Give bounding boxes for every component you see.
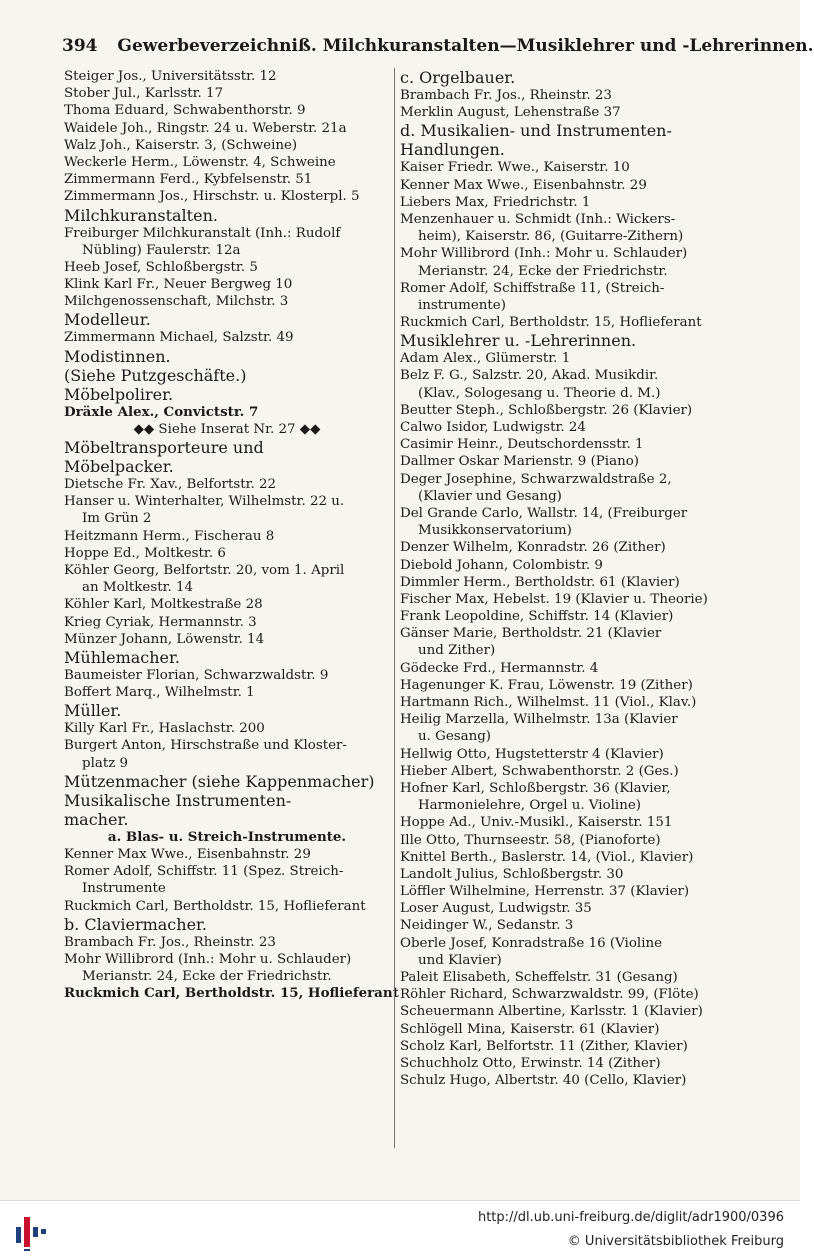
directory-entry: Walz Joh., Kaiserstr. 3, (Schweine) xyxy=(64,137,298,153)
directory-entry: Scholz Karl, Belfortstr. 11 (Zither, Klavier) xyxy=(400,1038,688,1054)
directory-entry: ◆◆ Siehe Inserat Nr. 27 ◆◆ xyxy=(133,421,321,437)
directory-entry: Dietsche Fr. Xav., Belfortstr. 22 xyxy=(64,477,277,492)
directory-entry: Del Grande Carlo, Wallstr. 14, (Freiburger xyxy=(400,505,688,521)
directory-entry: Hagenunger K. Frau, Löwenstr. 19 (Zither) xyxy=(400,677,693,693)
directory-entry: Calwo Isidor, Ludwigstr. 24 xyxy=(400,420,586,435)
directory-entry: Zimmermann Michael, Salzstr. 49 xyxy=(64,330,294,346)
directory-entry: (Siehe Putzgeschäfte.) xyxy=(64,365,247,385)
section-heading: Möbelpacker. xyxy=(64,457,174,476)
directory-entry: Nübling) Faulerstr. 12a xyxy=(82,242,241,258)
directory-entry: platz 9 xyxy=(82,755,129,771)
directory-entry: Waidele Joh., Ringstr. 24 u. Weberstr. 21a xyxy=(64,120,347,136)
permalink-url[interactable]: http://dl.ub.uni-freiburg.de/diglit/adr1900/0396 xyxy=(477,1210,784,1225)
directory-entry: (Klavier und Gesang) xyxy=(418,488,562,504)
section-heading: Möbeltransporteure und xyxy=(64,438,264,457)
directory-entry: Gänser Marie, Bertholdstr. 21 (Klavier xyxy=(400,626,662,642)
directory-entry: Romer Adolf, Schiffstraße 11, (Streich- xyxy=(400,280,665,296)
directory-entry: Killy Karl Fr., Haslachstr. 200 xyxy=(64,721,265,737)
directory-entry: instrumente) xyxy=(418,297,506,313)
directory-entry: Instrumente xyxy=(82,881,166,897)
library-logo-icon xyxy=(16,1213,52,1251)
directory-entry: a. Blas- u. Streich-Instrumente. xyxy=(107,828,347,845)
viewer-footer xyxy=(0,1200,800,1260)
directory-entry: Brambach Fr. Jos., Rheinstr. 23 xyxy=(400,88,612,103)
directory-entry: (Klav., Sologesang u. Theorie d. M.) xyxy=(418,385,661,401)
directory-entry: u. Gesang) xyxy=(418,729,492,745)
directory-entry: Diebold Johann, Colombistr. 9 xyxy=(400,557,603,573)
section-heading: Musiklehrer u. -Lehrerinnen. xyxy=(400,331,637,351)
directory-entry: Heitzmann Herm., Fischerau 8 xyxy=(64,528,275,544)
directory-entry: Boffert Marq., Wilhelmstr. 1 xyxy=(64,685,255,701)
directory-entry: und Klavier) xyxy=(418,952,502,968)
directory-entry: und Zither) xyxy=(418,643,496,659)
directory-entry: Kenner Max Wwe., Eisenbahnstr. 29 xyxy=(400,177,647,193)
copyright-notice: © Universitätsbibliothek Freiburg xyxy=(567,1234,784,1249)
directory-entry: heim), Kaiserstr. 86, (Guitarre-Zithern) xyxy=(418,229,684,245)
directory-entry: Köhler Karl, Moltkestraße 28 xyxy=(64,597,263,613)
running-title: Gewerbeverzeichniß. Milchkuranstalten—Musiklehrer und -Lehrerinnen. xyxy=(117,36,814,56)
directory-entry: Röhler Richard, Schwarzwaldstr. 99, (Flöte) xyxy=(400,987,699,1003)
directory-entry: Schulz Hugo, Albertstr. 40 (Cello, Klavier) xyxy=(400,1073,687,1089)
directory-entry: Liebers Max, Friedrichstr. 1 xyxy=(400,194,591,210)
directory-entry: Schlögell Mina, Kaiserstr. 61 (Klavier) xyxy=(400,1021,660,1037)
directory-entry: Knittel Berth., Baslerstr. 14, (Viol., Klavier) xyxy=(400,849,694,865)
directory-entry: Thoma Eduard, Schwabenthorstr. 9 xyxy=(64,103,306,119)
directory-entry: Fischer Max, Hebelst. 19 (Klavier u. Theorie) xyxy=(400,591,708,607)
directory-entry: Weckerle Herm., Löwenstr. 4, Schweine xyxy=(64,154,336,170)
directory-entry: Münzer Johann, Löwenstr. 14 xyxy=(64,631,265,647)
directory-entry: Gödecke Frd., Hermannstr. 4 xyxy=(400,660,599,676)
directory-entry: Milchgenossenschaft, Milchstr. 3 xyxy=(64,294,289,310)
directory-entry: Hanser u. Winterhalter, Wilhelmstr. 22 u. xyxy=(64,494,345,510)
directory-entry: Dräxle Alex., Convictstr. 7 xyxy=(64,403,259,420)
directory-entry: Merianstr. 24, Ecke der Friedrichstr. xyxy=(82,969,332,985)
directory-entry: Zimmermann Jos., Hirschstr. u. Klosterpl. 5 xyxy=(64,189,360,205)
directory-entry: Klink Karl Fr., Neuer Bergweg 10 xyxy=(64,277,293,293)
directory-entry: Paleit Elisabeth, Scheffelstr. 31 (Gesang) xyxy=(400,970,678,985)
directory-entry: Ruckmich Carl, Bertholdstr. 15, Hoflieferant xyxy=(400,315,702,331)
directory-entry: Casimir Heinr., Deutschordensstr. 1 xyxy=(400,437,644,453)
section-heading: Möbelpolirer. xyxy=(64,384,174,404)
directory-entry: Hieber Albert, Schwabenthorstr. 2 (Ges.) xyxy=(400,763,679,779)
directory-entry: Dallmer Oskar Marienstr. 9 (Piano) xyxy=(400,454,639,470)
section-heading: d. Musikalien- und Instrumenten- xyxy=(400,121,672,141)
directory-entry: Ille Otto, Thurnseestr. 58, (Pianoforte) xyxy=(400,832,661,848)
directory-entry: Steiger Jos., Universitätsstr. 12 xyxy=(64,69,277,84)
directory-entry: Merklin August, Lehenstraße 37 xyxy=(400,105,621,121)
directory-entry: Denzer Wilhelm, Konradstr. 26 (Zither) xyxy=(400,540,666,556)
directory-entry: Zimmermann Ferd., Kybfelsenstr. 51 xyxy=(64,172,313,188)
directory-entry: Loser August, Ludwigstr. 35 xyxy=(400,901,592,917)
directory-entry: Hellwig Otto, Hugstetterstr 4 (Klavier) xyxy=(400,746,664,762)
directory-entry: Beutter Steph., Schloßbergstr. 26 (Klavier) xyxy=(400,402,693,418)
directory-entry: Romer Adolf, Schiffstr. 11 (Spez. Streich- xyxy=(64,864,344,880)
section-heading: Milchkuranstalten. xyxy=(64,205,218,225)
directory-entry: Kenner Max Wwe., Eisenbahnstr. 29 xyxy=(64,847,311,862)
directory-entry: Neidinger W., Sedanstr. 3 xyxy=(400,918,574,934)
directory-entry: Merianstr. 24, Ecke der Friedrichstr. xyxy=(418,263,668,279)
directory-entry: Deger Josephine, Schwarzwaldstraße 2, xyxy=(400,471,672,487)
page-number: 394 xyxy=(62,36,98,56)
directory-entry: an Moltkestr. 14 xyxy=(82,580,194,596)
right-column xyxy=(400,68,730,1148)
directory-entry: Im Grün 2 xyxy=(82,511,152,527)
section-heading: Mützenmacher (siehe Kappenmacher) xyxy=(64,771,375,791)
directory-entry: Köhler Georg, Belfortstr. 20, vom 1. April xyxy=(64,562,345,578)
section-heading: Modistinnen. xyxy=(64,346,171,366)
section-heading: c. Orgelbauer. xyxy=(400,68,516,87)
section-heading: Mühlemacher. xyxy=(64,647,180,667)
section-heading: Musikalische Instrumenten- xyxy=(64,790,292,810)
directory-entry: Musikkonservatorium) xyxy=(418,523,572,539)
directory-entry: Mohr Willibrord (Inh.: Mohr u. Schlauder) xyxy=(64,951,352,967)
section-heading: Modelleur. xyxy=(64,310,151,330)
directory-entry: Scheuermann Albertine, Karlsstr. 1 (Klavier) xyxy=(400,1004,703,1020)
directory-entry: Dimmler Herm., Bertholdstr. 61 (Klavier) xyxy=(400,574,680,590)
directory-entry: Ruckmich Carl, Bertholdstr. 15, Hoflieferant xyxy=(64,898,366,914)
directory-entry: Heilig Marzella, Wilhelmstr. 13a (Klavier xyxy=(400,712,678,728)
directory-entry: Ruckmich Carl, Bertholdstr. 15, Hoflieferant xyxy=(64,985,399,1002)
directory-entry: Schuchholz Otto, Erwinstr. 14 (Zither) xyxy=(400,1055,661,1071)
directory-entry: Löffler Wilhelmine, Herrenstr. 37 (Klavier) xyxy=(400,884,690,900)
directory-entry: Baumeister Florian, Schwarzwaldstr. 9 xyxy=(64,667,329,683)
left-column xyxy=(64,68,399,1148)
page-header xyxy=(62,36,814,60)
directory-entry: Harmonielehre, Orgel u. Violine) xyxy=(418,798,641,814)
directory-entry: Landolt Julius, Schloßbergstr. 30 xyxy=(400,866,624,882)
directory-entry: Mohr Willibrord (Inh.: Mohr u. Schlauder) xyxy=(400,246,688,262)
directory-entry: Frank Leopoldine, Schiffstr. 14 (Klavier) xyxy=(400,609,674,625)
directory-entry: Brambach Fr. Jos., Rheinstr. 23 xyxy=(64,934,276,950)
directory-entry: Oberle Josef, Konradstraße 16 (Violine xyxy=(400,935,663,951)
section-heading: macher. xyxy=(64,809,129,829)
directory-entry: Hofner Karl, Schloßbergstr. 36 (Klavier, xyxy=(400,780,671,796)
directory-entry: Stober Jul., Karlsstr. 17 xyxy=(64,86,224,102)
section-heading: Handlungen. xyxy=(400,140,505,160)
section-heading: Müller. xyxy=(64,701,122,721)
directory-entry: Hoppe Ad., Univ.-Musikl., Kaiserstr. 151 xyxy=(400,815,673,831)
directory-entry: Menzenhauer u. Schmidt (Inh.: Wickers- xyxy=(400,211,676,227)
directory-entry: Heeb Josef, Schloßbergstr. 5 xyxy=(64,259,258,275)
directory-entry: Burgert Anton, Hirschstraße und Kloster- xyxy=(64,738,347,754)
section-heading: b. Claviermacher. xyxy=(64,914,208,934)
directory-entry: Adam Alex., Glümerstr. 1 xyxy=(400,351,571,367)
directory-entry: Kaiser Friedr. Wwe., Kaiserstr. 10 xyxy=(400,160,630,176)
directory-entry: Krieg Cyriak, Hermannstr. 3 xyxy=(64,614,257,630)
directory-entry: Freiburger Milchkuranstalt (Inh.: Rudolf xyxy=(64,225,341,241)
directory-entry: Hartmann Rich., Wilhelmst. 11 (Viol., Klav.) xyxy=(400,695,697,710)
directory-entry: Hoppe Ed., Moltkestr. 6 xyxy=(64,545,226,561)
directory-entry: Belz F. G., Salzstr. 20, Akad. Musikdir. xyxy=(400,368,659,384)
